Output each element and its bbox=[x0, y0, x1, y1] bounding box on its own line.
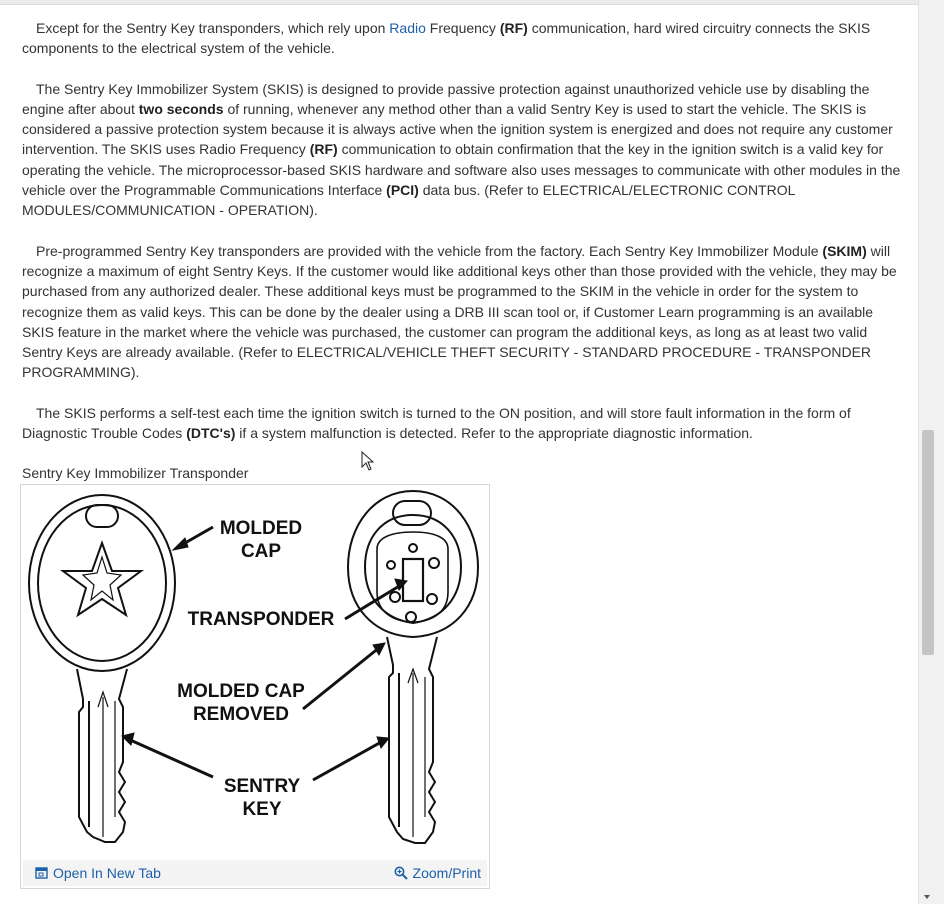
figure-toolbar bbox=[23, 860, 487, 886]
paragraph-1 bbox=[22, 18, 902, 59]
article-body bbox=[22, 18, 902, 463]
text: Except for the Sentry Key transponders, which rely upon bbox=[36, 20, 390, 36]
text: will recognize a maximum of eight Sentry Keys. If the customer would like additional keys other than those provided with the vehicle, they may be purchased from any authorized dealer. These additional keys must be programmed to the SKIM in the vehicle in order for the system to recognize them as valid keys. This can be done by the dealer using a DRB III scan tool or, if Customer Learn programming is an available SKIS feature in the market where the vehicle was purchased, the customer can program the additional keys, as long as at least two valid Sentry Keys are already available. (Refer to ELECTRICAL/VEHICLE THEFT SECURITY - STANDARD PROCEDURE - TRANSPONDER PROGRAMMING). bbox=[22, 242, 897, 381]
text: Frequency bbox=[425, 20, 500, 36]
label-molded-cap-2: CAP bbox=[240, 541, 282, 562]
scrollbar-thumb[interactable] bbox=[922, 430, 934, 655]
bold-text: (SKIM) bbox=[822, 242, 867, 259]
bold-text: (RF) bbox=[309, 141, 338, 158]
label-transponder: TRANSPONDER bbox=[187, 609, 335, 630]
scroll-down-arrow-icon[interactable] bbox=[922, 893, 932, 901]
figure-image[interactable] bbox=[23, 487, 487, 860]
paragraph-4 bbox=[22, 403, 902, 444]
text: of running, whenever any method other than a valid Sentry Key is used to start the vehicle. The SKIS is considered a passive protection system because it is always active when the ignition system is energized and does not require any customer intervention. The SKIS uses Radio Frequency bbox=[22, 100, 893, 158]
figure-caption: Sentry Key Immobilizer Transponder bbox=[22, 465, 249, 481]
bold-text: two seconds bbox=[138, 100, 224, 117]
paragraph-2 bbox=[22, 79, 902, 221]
open-in-new-tab-label: Open In New Tab bbox=[53, 865, 161, 881]
label-sentry-key: KEY bbox=[242, 799, 282, 820]
text: communication to obtain confirmation that the key in the ignition switch is a valid key for operating the vehicle. The microprocessor-based SKIS hardware and software also uses messages to communicate with other modules in the vehicle over the Programmable Communications Interface bbox=[22, 141, 901, 199]
label-molded-cap: MOLDED bbox=[219, 518, 303, 539]
zoom-print-button[interactable] bbox=[394, 865, 481, 881]
top-toolbar-edge bbox=[0, 0, 918, 5]
figure-panel bbox=[20, 484, 490, 889]
zoom-print-label: Zoom/Print bbox=[412, 865, 481, 881]
label-cap-removed-2: REMOVED bbox=[192, 704, 290, 725]
paragraph-3 bbox=[22, 241, 902, 383]
text: Pre-programmed Sentry Key transponders are provided with the vehicle from the factory. Each Sentry Key Immobilizer Module bbox=[36, 242, 823, 259]
bold-text: (PCI) bbox=[386, 182, 419, 199]
bold-text: (RF) bbox=[499, 20, 528, 36]
text: if a system malfunction is detected. Refer to the appropriate diagnostic information. bbox=[235, 425, 753, 442]
text: The SKIS performs a self-test each time the ignition switch is turned to the ON position, and will store fault information in the form of Diagnostic Trouble Codes bbox=[22, 404, 851, 442]
label-sentry: SENTRY bbox=[223, 776, 301, 797]
zoom-icon bbox=[394, 866, 408, 880]
key-diagram bbox=[23, 487, 487, 860]
text: The Sentry Key Immobilizer System (SKIS) is designed to provide passive protection against unauthorized vehicle use by disabling the engine after about bbox=[22, 80, 870, 117]
text: communication, hard wired circuitry connects the SKIS components to the electrical system of the vehicle. bbox=[22, 20, 871, 57]
mouse-cursor-icon bbox=[361, 451, 375, 471]
label-cap-removed: MOLDED CAP bbox=[177, 681, 305, 702]
radio-link[interactable]: Radio bbox=[389, 20, 426, 36]
bold-text: (DTC's) bbox=[186, 425, 236, 442]
open-tab-icon bbox=[35, 867, 48, 879]
text: data bus. (Refer to ELECTRICAL/ELECTRONIC CONTROL MODULES/COMMUNICATION - OPERATION). bbox=[22, 182, 795, 219]
open-in-new-tab-button[interactable] bbox=[35, 865, 161, 881]
